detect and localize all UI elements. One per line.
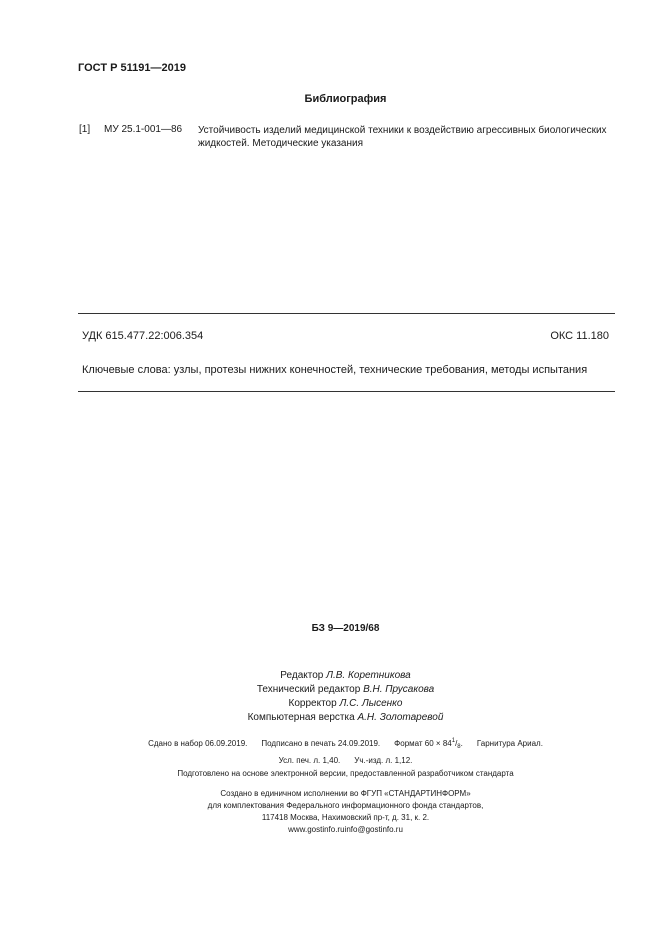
keywords-line: Ключевые слова: узлы, протезы нижних конечностей, технические требования, методы испытания (82, 364, 588, 376)
bibliography-entry-code: МУ 25.1-001—86 (104, 124, 183, 135)
format-denominator: 8 (457, 744, 461, 750)
signed-date: Подписано в печать 24.09.2019. (261, 739, 381, 748)
credits-block (0, 669, 661, 725)
credit-name: В.Н. Прусакова (363, 684, 435, 695)
bibliography-title: Библиография (304, 93, 387, 105)
publisher-block (0, 788, 661, 836)
print-info-block (0, 735, 661, 780)
credit-editor (0, 669, 661, 683)
format-info: Формат $60 \times 84^1/_8$. (394, 738, 463, 750)
format-numerator: 1 (451, 738, 456, 744)
credit-name: А.Н. Золотаревой (357, 712, 444, 723)
udk-code: УДК 615.477.22:006.354 (82, 330, 204, 342)
bz-number: БЗ 9—2019/68 (311, 623, 380, 634)
print-info-line-1 (0, 735, 661, 754)
publisher-line-3: 117418 Москва, Нахимовский пр-т, д. 31, к. 2. (261, 813, 430, 822)
format-prefix: Формат 60 × 84 (394, 739, 452, 748)
publisher-website: www.gostinfo.ru (288, 825, 345, 834)
bibliography-entry-text: Устойчивость изделий медицинской техники к воздействию агрессивных биологических жидкостей. Методические указания (198, 125, 607, 149)
credit-role: Редактор (280, 670, 324, 681)
credit-role: Корректор (288, 698, 337, 709)
publisher-email: info@gostinfo.ru (344, 825, 403, 834)
credit-layout (0, 711, 661, 725)
credit-proofreader (0, 697, 661, 711)
publication-sheets: Уч.-изд. л. 1,12. (354, 756, 413, 765)
credit-role: Компьютерная верстка (247, 712, 355, 723)
credit-name: Л.В. Коретникова (326, 670, 411, 681)
divider-top (78, 313, 615, 314)
oks-code: ОКС 11.180 (550, 330, 609, 342)
publisher-line-1: Создано в единичном исполнении во ФГУП «СТАНДАРТИНФОРМ» (220, 789, 471, 798)
document-code: ГОСТ Р 51191—2019 (78, 62, 186, 74)
publisher-contacts (0, 824, 661, 836)
print-info-prepared: Подготовлено на основе электронной версии, предоставленной разработчиком стандарта (177, 769, 514, 778)
publisher-line-2: для комплектования Федерального информационного фонда стандартов, (207, 801, 484, 810)
print-info-line-2 (0, 754, 661, 767)
credit-tech-editor (0, 683, 661, 697)
credit-role: Технический редактор (256, 684, 361, 695)
credit-name: Л.С. Лысенко (339, 698, 403, 709)
print-sheets: Усл. печ. л. 1,40. (278, 756, 341, 765)
divider-bottom (78, 391, 615, 392)
submitted-date: Сдано в набор 06.09.2019. (148, 739, 248, 748)
typeface: Гарнитура Ариал. (476, 739, 543, 748)
bibliography-entry-number: [1] (79, 124, 91, 135)
